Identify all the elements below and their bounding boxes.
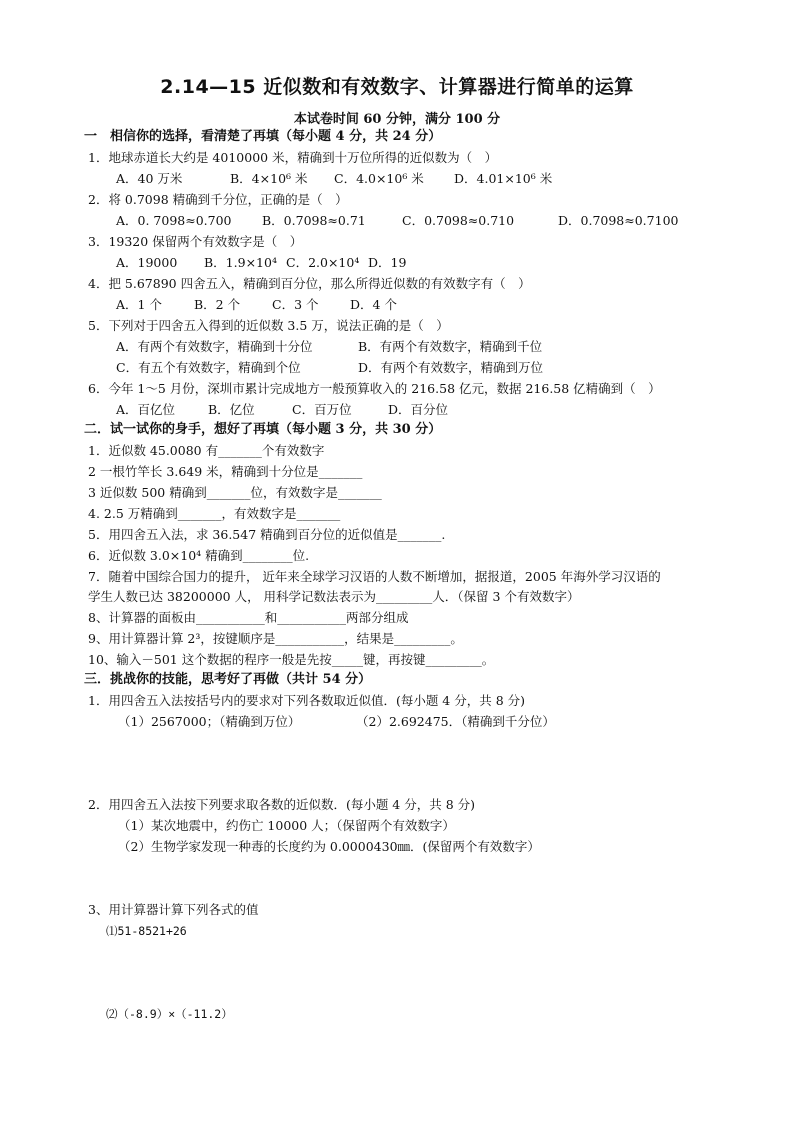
section3-heading: 三．挑战你的技能，思考好了再做（共计 54 分）: [84, 672, 372, 687]
s1-q4-option-b: B．2 个: [194, 297, 241, 312]
s1-q2-option-c: C．0.7098≈0.710: [402, 213, 515, 228]
s3-q3-expr2: ⑵（-8.9）×（-11.2）: [106, 1007, 233, 1021]
s1-q5-option-d: D．有两个有效数字，精确到万位: [358, 360, 544, 375]
section1-heading: 一 相信你的选择，看清楚了再填（每小题 4 分，共 24 分）: [84, 129, 442, 144]
s1-q6-option-c: C．百万位: [292, 402, 352, 417]
s2-q7-line2: 学生人数已达 38200000 人， 用科学记数法表示为_________人．（保留 3 个有效数字）: [88, 589, 580, 604]
s3-q3-expr1: ⑴51-8521+26: [106, 924, 187, 938]
s1-q3-option-a: A．19000: [116, 255, 178, 270]
s2-q4: 4. 2.5 万精确到_______，有效数字是_______: [88, 506, 341, 521]
s2-q2: 2 一根竹竿长 3.649 米，精确到十分位是_______: [88, 464, 363, 479]
page-subtitle: 本试卷时间 60 分钟，满分 100 分: [293, 112, 501, 127]
s1-q5-stem: 5．下列对于四舍五入得到的近似数 3.5 万，说法正确的是（ ）: [88, 318, 449, 333]
s1-q2-option-b: B．0.7098≈0.71: [262, 213, 366, 228]
s1-q1-option-b: B．4×10⁶ 米: [230, 171, 308, 186]
s2-q10: 10、输入－501 这个数据的程序一般是先按_____键，再按键_________。: [88, 652, 495, 667]
s1-q2-stem: 2．将 0.7098 精确到千分位，正确的是（ ）: [88, 192, 348, 207]
s1-q1-option-d: D．4.01×10⁶ 米: [454, 171, 553, 186]
s1-q6-option-b: B．亿位: [208, 402, 255, 417]
s3-q2-stem: 2．用四舍五入法按下列要求取各数的近似数．(每小题 4 分，共 8 分): [88, 797, 476, 812]
s1-q3-option-b: B．1.9×10⁴: [204, 255, 277, 270]
s1-q3-options: [116, 255, 406, 271]
s1-q5-option-b: B．有两个有效数字，精确到千位: [358, 339, 543, 354]
s1-q2-options: [116, 213, 678, 229]
s3-q1-stem: 1．用四舍五入法按括号内的要求对下列各数取近似值．(每小题 4 分，共 8 分): [88, 693, 526, 708]
s1-q1-option-a: A．40 万米: [116, 171, 183, 186]
s1-q3-stem: 3．19320 保留两个有效数字是（ ）: [88, 234, 303, 249]
s1-q3-option-c: C．2.0×10⁴: [286, 255, 360, 270]
s1-q5-option-c: C．有五个有效数字，精确到个位: [116, 360, 301, 375]
s1-q1-stem: 1．地球赤道长大约是 4010000 米，精确到十万位所得的近似数为（ ）: [88, 150, 498, 165]
s1-q1-options: [116, 171, 552, 187]
s2-q6: 6．近似数 3.0×10⁴ 精确到________位.: [88, 548, 310, 563]
s1-q4-option-d: D．4 个: [350, 297, 397, 312]
s2-q9: 9、用计算器计算 2³，按键顺序是___________，结果是_________。: [88, 631, 463, 646]
s1-q4-option-a: A．1 个: [116, 297, 162, 312]
s1-q6-option-a: A．百亿位: [116, 402, 176, 417]
s2-q7-line1: 7．随着中国综合国力的提升， 近年来全球学习汉语的人数不断增加，据报道，2005 年海外学习汉语的: [88, 569, 661, 584]
s3-q3-stem: 3、用计算器计算下列各式的值: [88, 902, 259, 917]
s1-q5-option-a: A．有两个有效数字，精确到十分位: [116, 339, 313, 354]
s1-q4-option-c: C．3 个: [272, 297, 319, 312]
s2-q3: 3 近似数 500 精确到_______位，有效数字是_______: [88, 485, 382, 500]
s1-q6-stem: 6．今年 1～5 月份，深圳市累计完成地方一般预算收入的 216.58 亿元，数据 216.58 亿精确到（ ）: [88, 381, 661, 396]
s1-q2-option-d: D．0.7098≈0.7100: [558, 213, 679, 228]
s2-q8: 8、计算器的面板由___________和___________两部分组成: [88, 610, 409, 625]
s3-q2-part2: （2）生物学家发现一种毒的长度约为 0.0000430㎜．(保留两个有效数字）: [118, 839, 540, 854]
s3-q2-part1: （1）某次地震中，约伤亡 10000 人；（保留两个有效数字）: [118, 818, 455, 833]
s2-q5: 5．用四舍五入法，求 36.547 精确到百分位的近似值是_______.: [88, 527, 446, 542]
s1-q4-options: [116, 297, 397, 313]
s3-q1-part1: （1）2567000；（精确到万位）: [118, 714, 301, 729]
s1-q3-option-d: D．19: [368, 255, 407, 270]
s1-q1-option-c: C．4.0×10⁶ 米: [334, 171, 424, 186]
s1-q4-stem: 4．把 5.67890 四舍五入，精确到百分位，那么所得近似数的有效数字有（ ）: [88, 276, 531, 291]
section2-heading: 二．试一试你的身手，想好了再填（每小题 3 分，共 30 分）: [84, 422, 442, 437]
s2-q1: 1．近似数 45.0080 有_______个有效数字: [88, 443, 325, 458]
s1-q6-option-d: D．百分位: [388, 402, 449, 417]
s1-q2-option-a: A．0. 7098≈0.700: [116, 213, 232, 228]
page-title: 2.14—15 近似数和有效数字、计算器进行简单的运算: [160, 76, 634, 98]
s3-q1-part2: （2）2.692475．（精确到千分位）: [356, 714, 555, 729]
s1-q6-options: [116, 402, 448, 418]
